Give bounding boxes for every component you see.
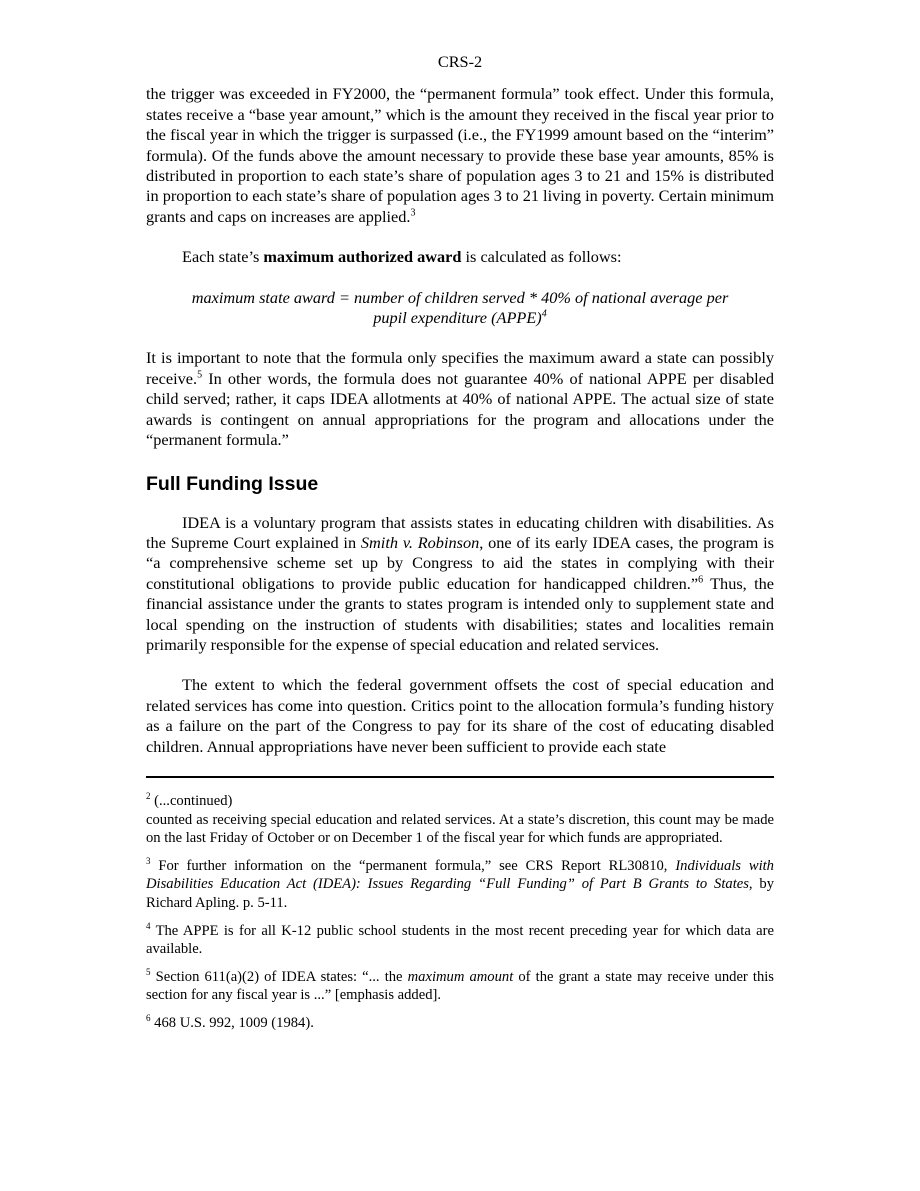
paragraph-federal-offset: The extent to which the federal government offsets the cost of special education and related services has come into question. Critics point to the allocation formula’s funding history as a failure on the part of the Congress to pay for its share of the cost of educating disabled children. Annual appropriations have never been sufficient to provide each state [146,675,774,756]
footnote-6: $^6$ 468 U.S. 992, 1009 (1984). [146,1013,314,1031]
document-page [146,52,774,1033]
formula-line-1: maximum state award = number of children served * 40% of national average per [191,287,729,307]
paragraph-formula-note: It is important to note that the formula only specifies the maximum award a state can possibly receive.$^5$ In other words, the formula does not guarantee 40% of national APPE per disabled child served; rather, it caps IDEA allotments at 40% of national APPE. The actual size of state awards is contingent on annual appropriations for the program and allocations under the “permanent formula.” [146,348,774,450]
emphasis-text: maximum amount [407,968,514,985]
bold-term: maximum authorized award [263,247,462,267]
paragraph-idea-voluntary: IDEA is a voluntary program that assists states in educating children with disabilities. As the Supreme Court explained in Smith v. Robinson, one of its early IDEA cases, the program is “a comprehensive scheme set up by Congress to aid the states in complying with their constitutional obligations to provide public education for handicapped children.”$^6$ Thus, the financial assistance under the grants to states program is intended only to supplement state and local spending on the instruction of students with disabilities; states and localities remain primarily responsible for the expense of special education and related services. [146,512,774,654]
paragraph-max-award-intro: Each state’s maximum authorized award is calculated as follows: [182,247,622,267]
paragraph-permanent-formula: the trigger was exceeded in FY2000, the “permanent formula” took effect. Under this formula, states receive a “base year amount,” which is the amount they received in the fiscal year prior to the fiscal year in which the trigger is surpassed (i.e., the FY1999 amount based on the “interim” formula). Of the funds above the amount necessary to provide these base year amounts, 85% is distributed in proportion to each state’s share of population ages 3 to 21 and 15% is distributed in proportion to each state’s share of population ages 3 to 21 living in poverty. Certain minimum grants and caps on increases are applied.$^3$ [146,84,774,226]
case-name: Smith v. Robinson [360,532,480,552]
formula-line-2: pupil expenditure (APPE)$^4$ [373,308,547,328]
section-heading: Full Funding Issue [146,472,319,495]
footnote-ref-6[interactable]: 6 [698,574,704,586]
footnote-2: $^2$ (...continued) counted as receiving special education and related services. At a state’s discretion, this count may be made on the last Friday of October or on December 1 of the fiscal year for which funds are appropriated. [146,791,774,847]
footnote-ref-4[interactable]: 4 [541,308,547,320]
report-title: Individuals with Disabilities Education Act (IDEA): Issues Regarding “Full Funding” of Part B Grants to States [146,857,774,893]
footnote-5: $^5$ Section 611(a)(2) of IDEA states: “... the maximum amount of the grant a state may receive under this section for any fiscal year is ...” [emphasis added]. [146,966,774,1004]
formula-block [146,288,774,329]
footnote-4: $^4$ The APPE is for all K-12 public school students in the most recent preceding year for which data are available. [146,920,774,958]
page-header: CRS-2 [437,52,483,71]
footnote-3: $^3$ For further information on the “permanent formula,” see CRS Report RL30810, Individuals with Disabilities Education Act (IDEA): Issues Regarding “Full Funding” of Part B Grants to States, by Richard Apling. p. 5-11. [146,855,775,911]
footnote-ref-3[interactable]: 3 [410,207,416,219]
footnote-divider [146,776,774,778]
footnote-ref-5[interactable]: 5 [197,369,203,381]
